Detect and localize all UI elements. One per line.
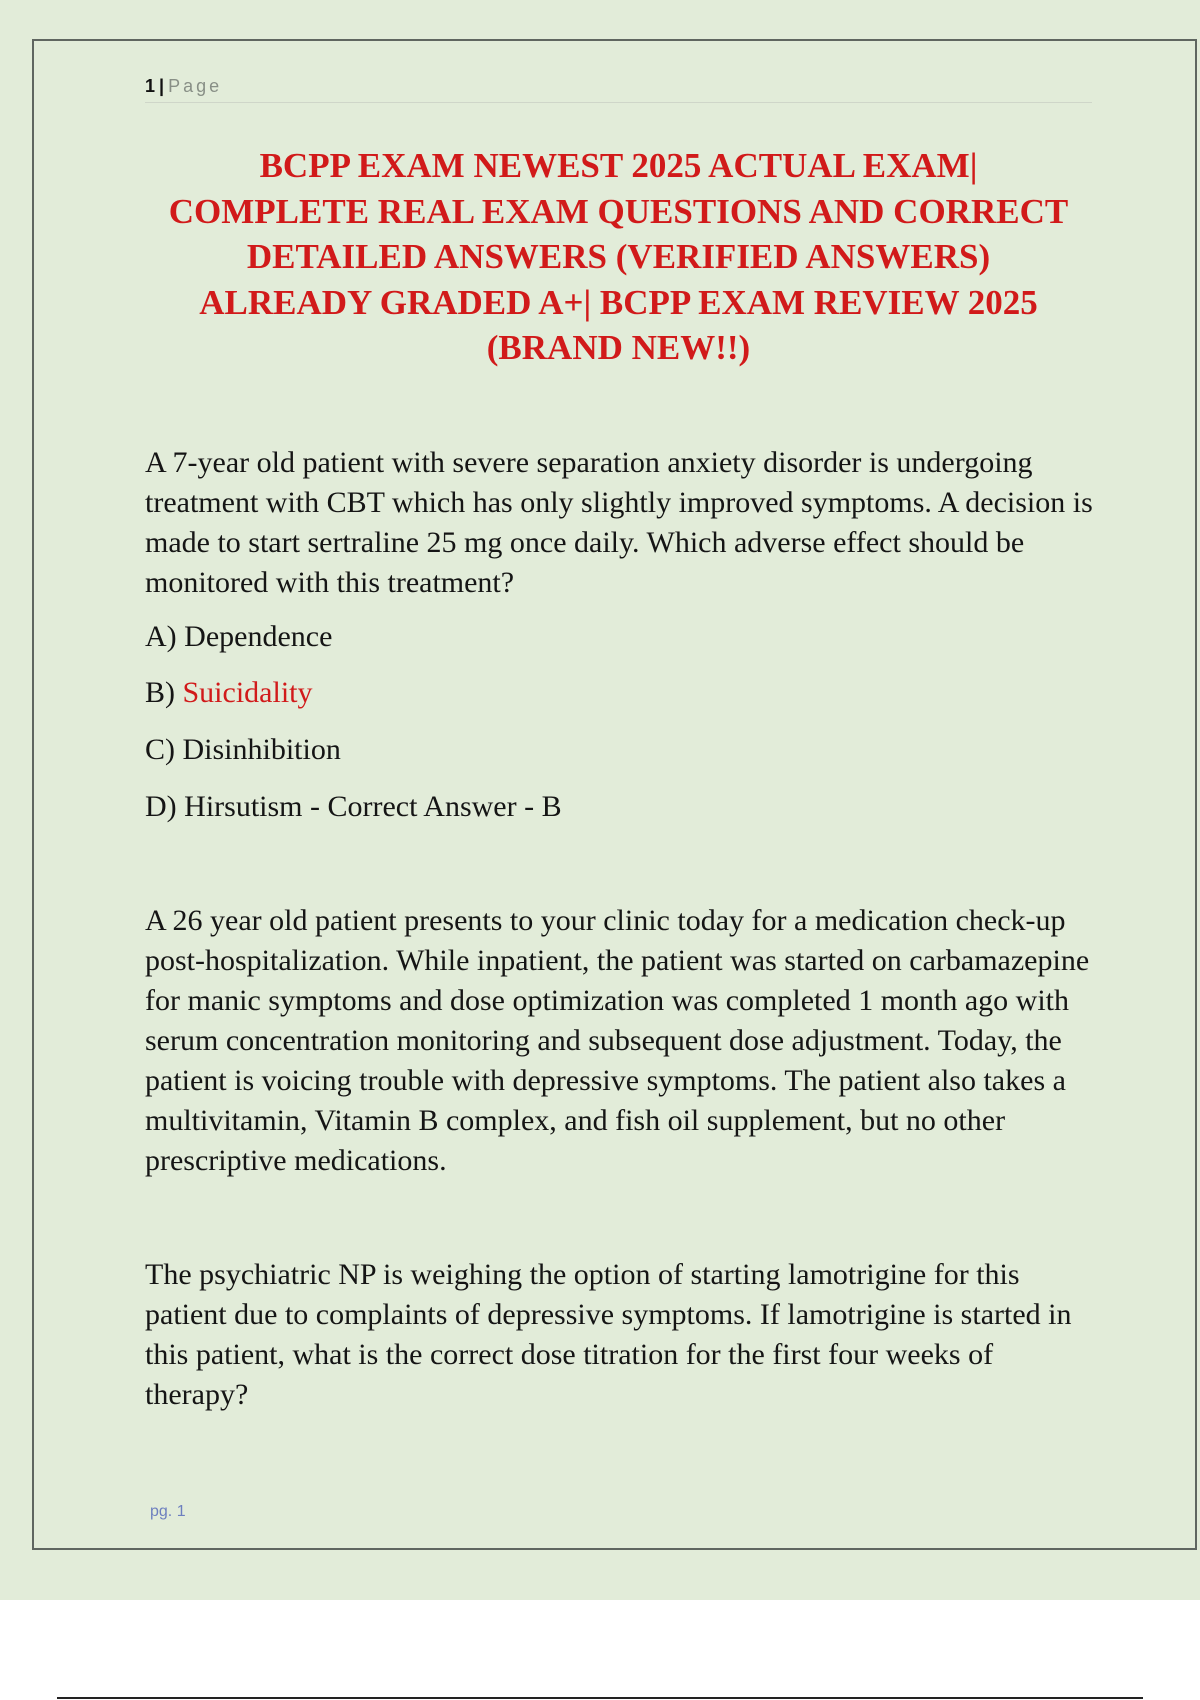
bottom-divider [57, 1697, 1143, 1699]
question-1-option-b [145, 673, 313, 713]
title-line: ALREADY GRADED A+| BCPP EXAM REVIEW 2025 [199, 282, 1038, 322]
title-line: DETAILED ANSWERS (VERIFIED ANSWERS) [246, 237, 991, 276]
document-title [145, 143, 1092, 371]
question-2-text: A 26 year old patient presents to your clinic today for a medication check-up post-hospitalization. While inpatient, the patient was started on carbamazepine for manic symptoms and dose optimization was completed 1 month ago with serum concentration monitoring and subsequent dose adjustment. Today, the patient is voicing trouble with depressive symptoms. The patient also takes a multivitamin, Vitamin B complex, and fish oil supplement, but no other prescriptive medications. [145, 904, 1090, 1177]
page-header [145, 72, 1092, 103]
header-page-number: 1 [145, 76, 156, 96]
header-page-label: Page [168, 76, 223, 96]
question-1-option-a [145, 617, 332, 657]
option-text-correct: Suicidality [182, 676, 313, 709]
option-prefix: A) [145, 620, 177, 653]
title-line: (BRAND NEW!!) [486, 328, 751, 367]
title-line: COMPLETE REAL EXAM QUESTIONS AND CORRECT [168, 191, 1069, 231]
question-3-text: The psychiatric NP is weighing the option of starting lamotrigine for this patient due to complaints of depressive symptoms. If lamotrigine is started in this patient, what is the correct dose titration for the first four weeks of therapy? [145, 1258, 1072, 1411]
question-1-option-d [145, 787, 562, 827]
question-1-text: A 7-year old patient with severe separation anxiety disorder is undergoing treatment with CBT which has only slightly improved symptoms. A decision is made to start sertraline 25 mg once daily. Which adverse effect should be monitored with this treatment? [145, 446, 1093, 599]
option-prefix: B) [145, 676, 175, 709]
option-prefix: C) [145, 733, 175, 766]
question-1-option-c [145, 730, 341, 770]
option-text: Disinhibition [182, 733, 341, 766]
option-text: Hirsutism - Correct Answer - B [184, 790, 562, 823]
header-separator: | [159, 76, 165, 96]
option-text: Dependence [184, 620, 333, 653]
title-line: BCPP EXAM NEWEST 2025 ACTUAL EXAM| [259, 146, 978, 185]
page-footer: pg. 1 [150, 1503, 186, 1520]
option-prefix: D) [145, 790, 177, 823]
